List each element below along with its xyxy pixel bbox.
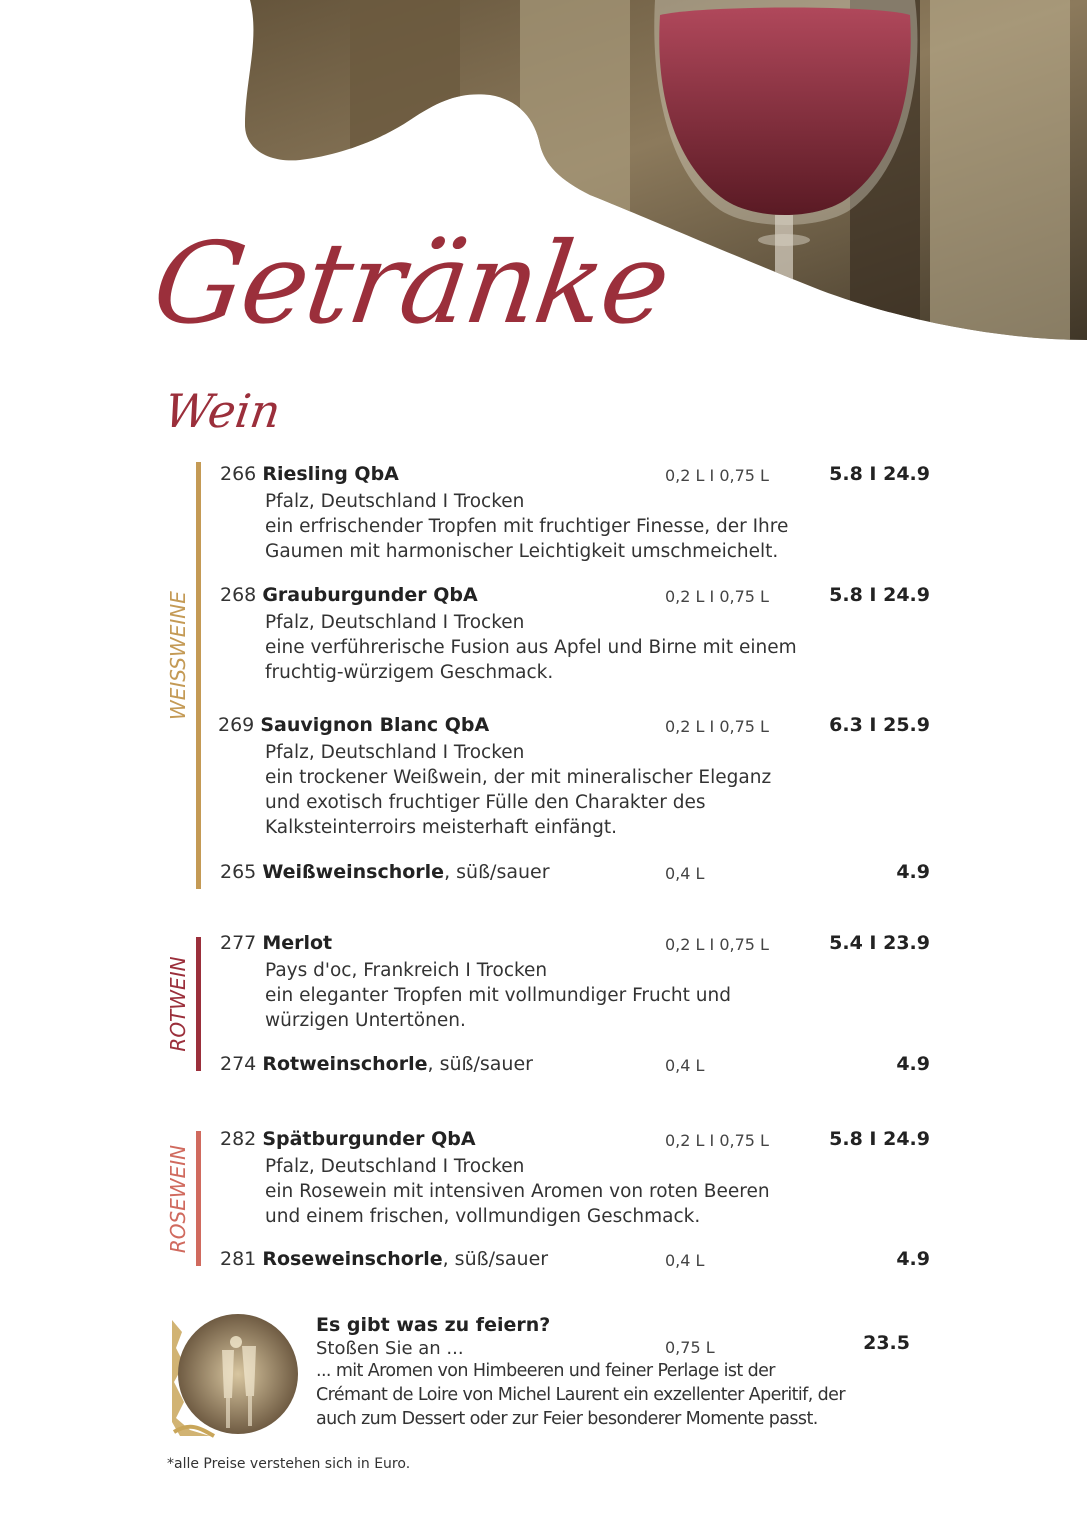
item-price: 4.9 bbox=[896, 1053, 930, 1075]
item-price: 5.8 I 24.9 bbox=[829, 584, 930, 606]
item-volume: 0,2 L I 0,75 L bbox=[665, 935, 769, 954]
item-price: 5.8 I 24.9 bbox=[829, 1128, 930, 1150]
menu-item-roseweinschorle bbox=[220, 1248, 940, 1274]
menu-item-weissweinschorle bbox=[220, 861, 940, 887]
item-suffix: , süß/sauer bbox=[427, 1053, 533, 1075]
promo-title: Es gibt was zu feiern? bbox=[316, 1314, 551, 1336]
menu-item-sauvignon-blanc bbox=[218, 714, 938, 840]
item-name: Rotweinschorle bbox=[262, 1053, 428, 1075]
item-volume: 0,2 L I 0,75 L bbox=[665, 717, 769, 736]
promo-price: 23.5 bbox=[863, 1332, 910, 1354]
item-volume: 0,2 L I 0,75 L bbox=[665, 466, 769, 485]
menu-item-rotweinschorle bbox=[220, 1053, 940, 1079]
rotwein-label: ROTWEIN bbox=[166, 956, 190, 1052]
item-name: Weißweinschorle bbox=[262, 861, 445, 883]
item-name: Sauvignon Blanc QbA bbox=[260, 714, 490, 736]
champagne-toast-image bbox=[170, 1312, 298, 1440]
rosewein-bar bbox=[196, 1131, 201, 1266]
item-price: 4.9 bbox=[896, 1248, 930, 1270]
menu-item-merlot bbox=[220, 932, 940, 1033]
item-name: Grauburgunder QbA bbox=[262, 584, 478, 606]
item-number: 268 bbox=[220, 584, 257, 606]
item-description: Pays d'oc, Frankreich I Trocken ein eleganter Tropfen mit vollmundiger Frucht und würzigen Untertönen. bbox=[265, 960, 731, 1031]
page-title: Getränke bbox=[145, 219, 676, 349]
item-description: Pfalz, Deutschland I Trocken eine verführerische Fusion aus Apfel und Birne mit einem fruchtig-würzigem Geschmack. bbox=[265, 612, 797, 683]
item-price: 4.9 bbox=[896, 861, 930, 883]
item-price: 5.8 I 24.9 bbox=[829, 463, 930, 485]
item-name: Roseweinschorle bbox=[262, 1248, 443, 1270]
weissweine-label: WEISSWEINE bbox=[166, 591, 190, 720]
item-volume: 0,2 L I 0,75 L bbox=[665, 1131, 769, 1150]
promo-description: ... mit Aromen von Himbeeren und feiner Perlage ist der Crémant de Loire von Michel Laurent ein exzellenter Aperitif, der auch zum Dessert oder zur Feier besonderer Momente passt. bbox=[316, 1361, 845, 1429]
item-price: 5.4 I 23.9 bbox=[829, 932, 930, 954]
item-number: 265 bbox=[220, 861, 257, 883]
item-name: Spätburgunder QbA bbox=[262, 1128, 476, 1150]
item-volume: 0,4 L bbox=[665, 1251, 705, 1270]
menu-item-riesling bbox=[220, 463, 940, 564]
item-volume: 0,4 L bbox=[665, 1056, 705, 1075]
weissweine-bar bbox=[196, 462, 201, 889]
item-description: Pfalz, Deutschland I Trocken ein trockener Weißwein, der mit mineralischer Eleganz und exotisch fruchtiger Fülle den Charakter des Kalksteinterroirs meisterhaft einfängt. bbox=[265, 742, 772, 838]
item-number: 282 bbox=[220, 1128, 257, 1150]
item-volume: 0,4 L bbox=[665, 864, 705, 883]
item-number: 274 bbox=[220, 1053, 257, 1075]
section-title-wein: Wein bbox=[161, 384, 284, 438]
item-name: Riesling QbA bbox=[262, 463, 399, 485]
rosewein-label: ROSEWEIN bbox=[166, 1144, 190, 1254]
item-volume: 0,2 L I 0,75 L bbox=[665, 587, 769, 606]
promo-cremant bbox=[316, 1314, 936, 1431]
rotwein-bar bbox=[196, 937, 201, 1071]
promo-volume: 0,75 L bbox=[665, 1338, 715, 1357]
item-name: Merlot bbox=[262, 932, 333, 954]
item-number: 281 bbox=[220, 1248, 257, 1270]
item-number: 277 bbox=[220, 932, 257, 954]
item-description: Pfalz, Deutschland I Trocken ein Rosewein mit intensiven Aromen von roten Beeren und einem frischen, vollmundigen Geschmack. bbox=[265, 1156, 770, 1227]
menu-item-grauburgunder bbox=[220, 584, 940, 685]
item-number: 269 bbox=[218, 714, 255, 736]
item-suffix: , süß/sauer bbox=[442, 1248, 549, 1270]
item-number: 266 bbox=[220, 463, 257, 485]
item-suffix: , süß/sauer bbox=[444, 861, 550, 883]
promo-subtitle: Stoßen Sie an ... bbox=[316, 1338, 464, 1359]
price-footnote: *alle Preise verstehen sich in Euro. bbox=[167, 1456, 411, 1472]
item-price: 6.3 I 25.9 bbox=[829, 714, 930, 736]
menu-item-spaetburgunder bbox=[220, 1128, 940, 1229]
item-description: Pfalz, Deutschland I Trocken ein erfrischender Tropfen mit fruchtiger Finesse, der Ihre Gaumen mit harmonischer Leichtigkeit umschmeichelt. bbox=[265, 491, 789, 562]
